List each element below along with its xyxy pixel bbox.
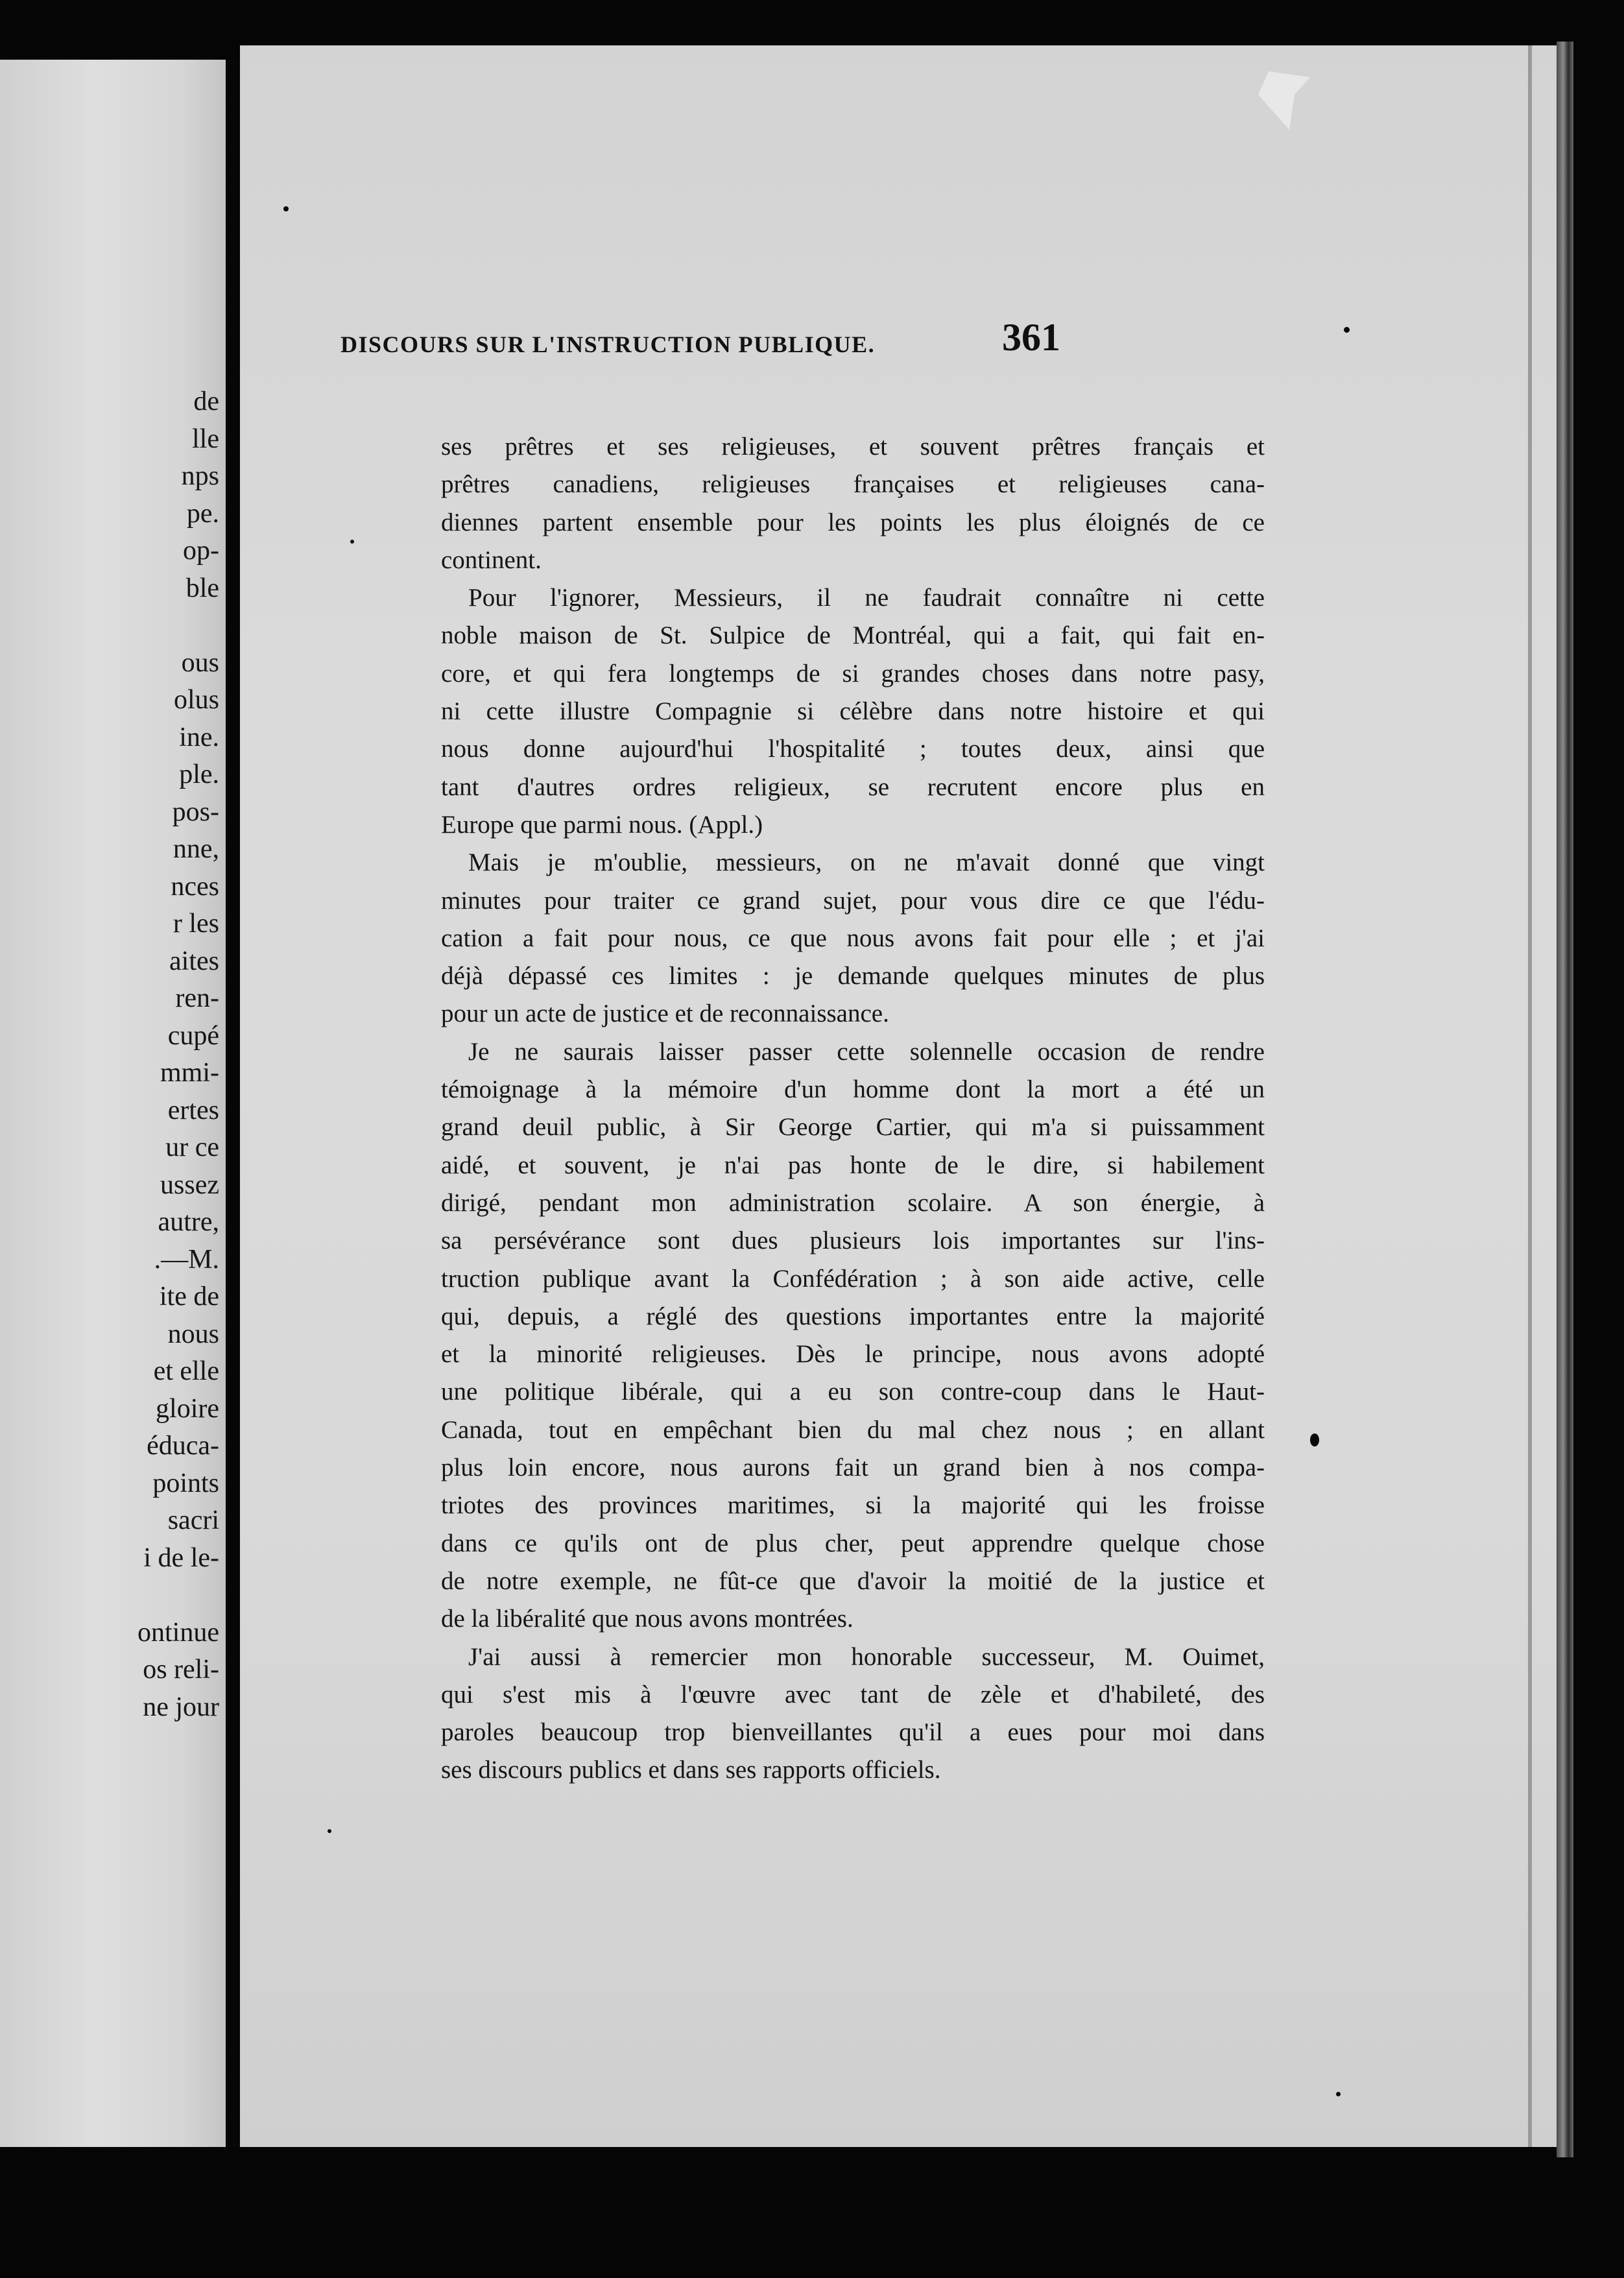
- left-facing-page: [0, 60, 226, 2147]
- left-page-fragment: olus: [173, 685, 219, 715]
- text-line: aidé, et souvent, je n'ai pas honte de le dire, si habilement: [441, 1151, 1265, 1179]
- text-line: ses discours publics et dans ses rapports officiels.: [441, 1756, 941, 1784]
- text-line: continent.: [441, 546, 542, 574]
- text-line: ses prêtres et ses religieuses, et souvent prêtres français et: [441, 433, 1265, 461]
- left-page-fragment: autre,: [158, 1207, 219, 1237]
- text-line: Je ne saurais laisser passer cette solennelle occasion de rendre: [468, 1037, 1265, 1066]
- text-line: sa persévérance sont dues plusieurs lois importantes sur l'ins-: [441, 1227, 1265, 1255]
- scan-speck: [1310, 1433, 1319, 1446]
- paragraph: [441, 1638, 1265, 1790]
- left-page-fragment: .—M.: [154, 1244, 219, 1275]
- text-line: plus loin encore, nous aurons fait un grand bien à nos compa-: [441, 1454, 1265, 1482]
- text-line: truction publique avant la Confédération ; à son aide active, celle: [441, 1264, 1265, 1293]
- paper-tear: [1258, 71, 1310, 130]
- text-line: de notre exemple, ne fût-ce que d'avoir la moitié de la justice et: [441, 1566, 1265, 1595]
- text-line: qui, depuis, a réglé des questions importantes entre la majorité: [441, 1302, 1265, 1330]
- text-line: témoignage à la mémoire d'un homme dont la mort a été un: [441, 1075, 1265, 1104]
- left-page-fragment: pos-: [172, 797, 219, 827]
- left-page-fragment: pe.: [186, 498, 219, 529]
- left-page-fragment: sacri: [167, 1505, 219, 1535]
- left-page-fragment: ontinue: [137, 1617, 219, 1648]
- left-page-fragment: points: [152, 1468, 219, 1498]
- left-page-fragment: nne,: [173, 834, 219, 864]
- left-page-fragment: nces: [171, 871, 219, 902]
- text-line: une politique libérale, qui a eu son contre-coup dans le Haut-: [441, 1378, 1265, 1406]
- text-line: qui s'est mis à l'œuvre avec tant de zèle et d'habileté, des: [441, 1680, 1265, 1709]
- body-text: [441, 428, 1265, 1790]
- text-line: tant d'autres ordres religieux, se recrutent encore plus en: [441, 773, 1265, 801]
- text-line: prêtres canadiens, religieuses françaises et religieuses cana-: [441, 470, 1265, 499]
- left-page-fragment: ite de: [159, 1282, 219, 1312]
- left-page-fragment: ous: [181, 647, 219, 678]
- left-page-fragment: ine.: [179, 722, 219, 752]
- left-page-fragment: ur ce: [165, 1133, 219, 1162]
- paragraph: [441, 1033, 1265, 1638]
- paragraph: [441, 579, 1265, 844]
- left-page-fragment: i de le-: [143, 1542, 219, 1573]
- left-page-fragment: op-: [183, 536, 219, 566]
- book-gutter: [226, 60, 240, 2147]
- text-line: ni cette illustre Compagnie si célèbre dans notre histoire et qui: [441, 697, 1265, 726]
- left-page-fragment: lle: [192, 424, 219, 454]
- text-line: paroles beaucoup trop bienveillantes qu'il a eues pour moi dans: [441, 1718, 1265, 1747]
- scan-speck: [328, 1829, 331, 1833]
- text-line: Pour l'ignorer, Messieurs, il ne faudrait connaître ni cette: [468, 584, 1265, 612]
- scan-speck: [1336, 2092, 1341, 2096]
- left-page-fragment: r les: [173, 909, 219, 939]
- text-line: J'ai aussi à remercier mon honorable successeur, M. Ouimet,: [468, 1642, 1265, 1671]
- left-page-fragment: et elle: [153, 1356, 219, 1386]
- paragraph: [441, 428, 1265, 579]
- left-page-fragment: os reli-: [143, 1655, 219, 1685]
- text-line: minutes pour traiter ce grand sujet, pour vous dire ce que l'édu-: [441, 886, 1265, 915]
- text-line: core, et qui fera longtemps de si grandes choses dans notre pasy,: [441, 659, 1265, 688]
- left-page-fragment: ussez: [160, 1169, 219, 1200]
- text-line: diennes partent ensemble pour les points les plus éloignés de ce: [441, 508, 1265, 536]
- text-line: dirigé, pendant mon administration scolaire. A son énergie, à: [441, 1188, 1265, 1217]
- text-line: Europe que parmi nous. (Appl.): [441, 810, 763, 839]
- left-page-fragment: aites: [169, 946, 219, 976]
- running-head: [340, 305, 1313, 376]
- left-page-fragment: mmi-: [160, 1058, 219, 1088]
- text-line: pour un acte de justice et de reconnaissance.: [441, 1000, 889, 1028]
- running-title: DISCOURS SUR L'INSTRUCTION PUBLIQUE.: [340, 331, 876, 357]
- left-page-fragment: ertes: [167, 1095, 219, 1125]
- left-page-fragment: ble: [185, 573, 219, 603]
- scan-speck: [283, 206, 289, 211]
- scan-speck: [350, 540, 354, 544]
- left-page-fragment: ne jour: [143, 1692, 219, 1722]
- scan-speck: [1344, 327, 1350, 333]
- text-line: noble maison de St. Sulpice de Montréal, qui a fait, qui fait en-: [441, 621, 1265, 650]
- text-line: nous donne aujourd'hui l'hospitalité ; toutes deux, ainsi que: [441, 735, 1265, 763]
- left-page-fragment: de: [193, 387, 219, 416]
- left-page-fragment: nous: [167, 1319, 219, 1349]
- left-page-fragment: ren-: [175, 983, 219, 1013]
- left-page-fragment: éduca-: [147, 1431, 219, 1461]
- text-line: et la minorité religieuses. Dès le principe, nous avons adopté: [441, 1340, 1265, 1369]
- text-line: dans ce qu'ils ont de plus cher, peut apprendre quelque chose: [441, 1529, 1265, 1557]
- text-line: de la libéralité que nous avons montrées.: [441, 1605, 854, 1633]
- left-page-fragment: cupé: [167, 1020, 219, 1051]
- text-line: grand deuil public, à Sir George Cartier, qui m'a si puissamment: [441, 1113, 1265, 1142]
- page-number: 361: [1002, 316, 1060, 359]
- paragraph: [441, 844, 1265, 1033]
- text-line: cation a fait pour nous, ce que nous avons fait pour elle ; et j'ai: [441, 924, 1265, 952]
- left-page-fragment: gloire: [156, 1393, 219, 1424]
- text-line: déjà dépassé ces limites : je demande quelques minutes de plus: [441, 962, 1265, 990]
- text-line: triotes des provinces maritimes, si la majorité qui les froisse: [441, 1491, 1265, 1520]
- page-edge: [1557, 42, 1573, 2157]
- text-line: Canada, tout en empêchant bien du mal chez nous ; en allant: [441, 1415, 1265, 1444]
- page-edge-line: [1528, 45, 1532, 2147]
- left-page-fragment: nps: [181, 461, 219, 491]
- left-page-fragment: ple.: [179, 760, 219, 789]
- text-line: Mais je m'oublie, messieurs, on ne m'avait donné que vingt: [468, 848, 1265, 877]
